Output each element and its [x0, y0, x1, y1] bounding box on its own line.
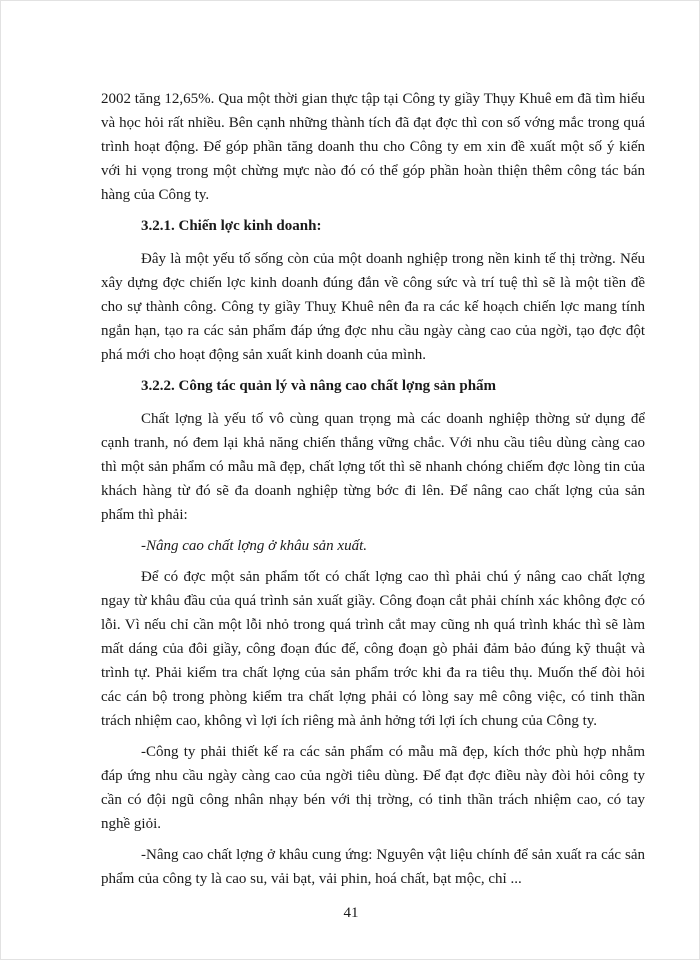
paragraph-quality: Chất lợng là yếu tố vô cùng quan trọng mà các doanh nghiệp thờng sử dụng để cạnh tranh, nó đem lại khả năng chiến thắng vững chắc. Với nhu cầu tiêu dùng càng cao thì một sản phẩm có mẫu mã đẹp, chất lợng tốt thì sẽ nhanh chóng chiếm đợc lòng tin của khách hàng từ đó sẽ đa doanh nghiệp từng bớc đi lên. Để nâng cao chất lợng của sản phẩm thì phải: — [101, 411, 645, 523]
paragraph-production: Để có đợc một sản phẩm tốt có chất lợng cao thì phải chú ý nâng cao chất lợng ngay từ khâu đầu của quá trình sản xuất giầy. Công đoạn cắt phải chính xác không đợc có lỗi. Vì nếu chỉ cần một lỗi nhỏ trong quá trình cắt may cũng nh quá trình khác thì sẽ làm mất dáng của đôi giầy, công đoạn đúc đế, công đoạn gò phải đảm bảo đúng kỹ thuật và trình tự. Phải kiểm tra chất lợng của sản phẩm trớc khi đa ra tiêu thụ. Muốn thế đòi hỏi các cán bộ trong phòng kiểm tra chất lợng phải có lòng say mê công việc, có tinh thần trách nhiệm cao, không vì lợi ích riêng mà ảnh hởng tới lợi ích chung của Công ty. — [101, 569, 645, 729]
page-number: 41 — [343, 905, 359, 921]
bullet-production-quality: -Nâng cao chất lợng ở khâu sản xuất. — [141, 538, 367, 554]
heading-strategy: 3.2.1. Chiến lợc kinh doanh: — [141, 218, 322, 234]
paragraph-supply: -Nâng cao chất lợng ở khâu cung ứng: Nguyên vật liệu chính để sản xuất ra các sản phẩm của công ty là cao su, vải bạt, vải phin, hoá chất, bạt mộc, chỉ ... — [101, 847, 645, 887]
paragraph-intro: 2002 tăng 12,65%. Qua một thời gian thực tập tại Công ty giầy Thụy Khuê em đã tìm hiểu và học hỏi rất nhiều. Bên cạnh những thành tích đã đạt đợc thì con số vớng mắc trong quá trình hoạt động. Để góp phần tăng doanh thu cho Công ty em xin đề xuất một số ý kiến với hi vọng trong một chừng mực nào đó có thể góp phần hoàn thiện thêm công tác bán hàng của Công ty. — [101, 91, 645, 203]
paragraph-design: -Công ty phải thiết kế ra các sản phẩm có mẫu mã đẹp, kích thớc phù hợp nhằm đáp ứng nhu cầu ngày càng cao của ngời tiêu dùng. Để đạt đợc điều này đòi hỏi công ty cần có đội ngũ công nhân nhạy bén với thị trờng, có tinh thần trách nhiệm cao, có tay nghề giỏi. — [101, 744, 645, 832]
paragraph-strategy: Đây là một yếu tố sống còn của một doanh nghiệp trong nền kinh tế thị trờng. Nếu xây dựng đợc chiến lợc kinh doanh đúng đắn về công sức và trí tuệ thì sẽ là một tiền đề cho sự thành công. Công ty giầy Thuỵ Khuê nên đa ra các kế hoạch chiến lợc mang tính ngắn hạn, tạo ra các sản phẩm đáp ứng đợc nhu cầu ngày càng cao của ngời, tạo đợc đột phá mới cho hoạt động sản xuất kinh doanh của mình. — [101, 251, 645, 363]
page-content — [101, 87, 645, 898]
heading-quality: 3.2.2. Công tác quản lý và nâng cao chất lợng sản phẩm — [141, 378, 497, 394]
